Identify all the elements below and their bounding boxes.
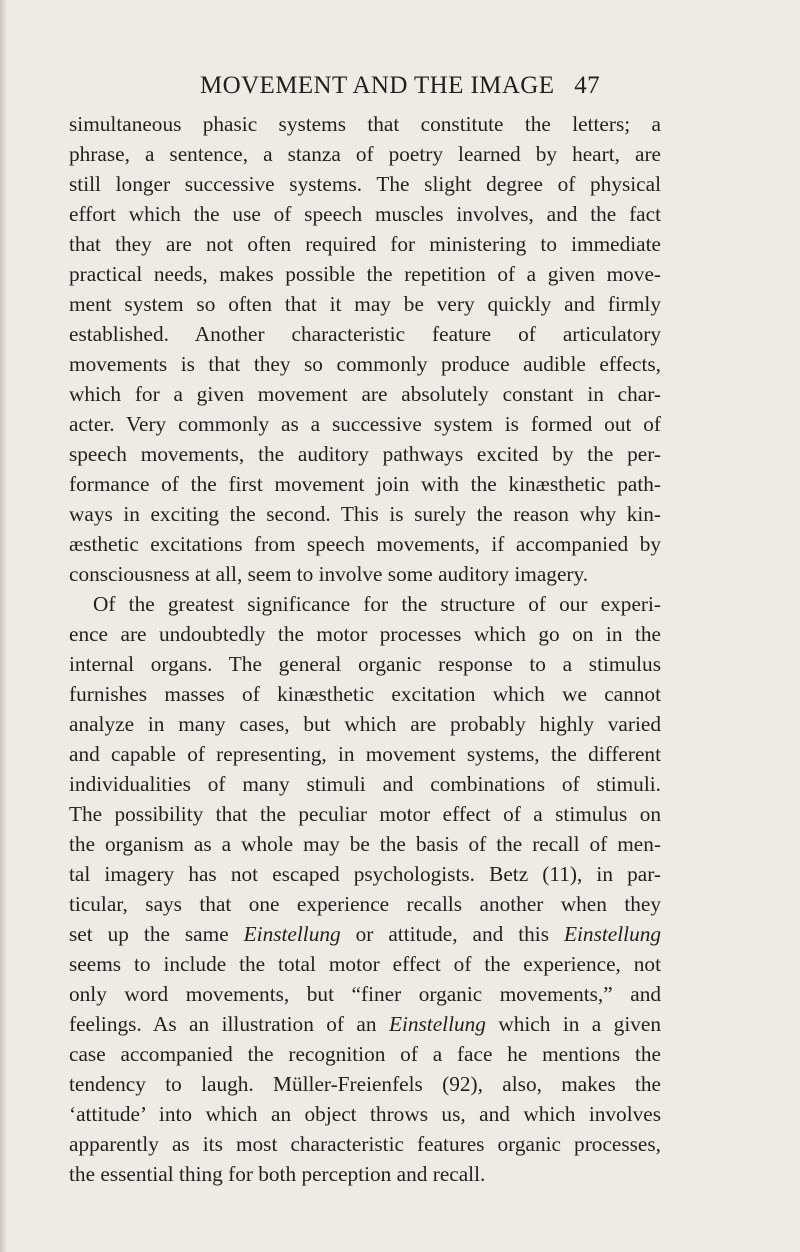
text-line: tal imagery has not escaped psychologists. Betz (11), in par- <box>69 862 661 886</box>
text-line: consciousness at all, seem to involve some auditory imagery. <box>69 562 589 586</box>
text-line <box>69 919 661 949</box>
text-line: Of the greatest significance for the structure of our experi- <box>93 592 661 616</box>
page-edge-shadow <box>0 0 7 1252</box>
body-text <box>69 109 661 1189</box>
text-line: tendency to laugh. Müller-Freienfels (92), also, makes the <box>69 1072 661 1096</box>
text-line: internal organs. The general organic response to a stimulus <box>69 652 661 676</box>
text-line: the organism as a whole may be the basis of the recall of men- <box>69 832 661 856</box>
text-line: only word movements, but “finer organic movements,” and <box>69 982 661 1006</box>
text-line: and capable of representing, in movement systems, the different <box>69 742 661 766</box>
text-line: the essential thing for both perception and recall. <box>69 1162 486 1186</box>
text-line: effort which the use of speech muscles involves, and the fact <box>69 202 661 226</box>
text-line: which for a given movement are absolutely constant in char- <box>69 382 661 406</box>
text-line: individualities of many stimuli and combinations of stimuli. <box>69 772 661 796</box>
italic-term: Einstellung <box>243 922 341 946</box>
text-line: seems to include the total motor effect of the experience, not <box>69 952 661 976</box>
text-line: established. Another characteristic feature of articulatory <box>69 322 661 346</box>
text-line: that they are not often required for ministering to immediate <box>69 232 661 256</box>
italic-term: Einstellung <box>388 1012 486 1036</box>
text-line: ‘attitude’ into which an object throws us, and which involves <box>69 1102 661 1126</box>
text-run: set up the same <box>69 922 244 946</box>
text-line: ment system so often that it may be very quickly and firmly <box>69 292 661 316</box>
text-line: formance of the first movement join with the kinæsthetic path- <box>69 472 661 496</box>
text-run: which in a given <box>485 1012 661 1036</box>
text-line: phrase, a sentence, a stanza of poetry learned by heart, are <box>69 142 661 166</box>
paragraph-2 <box>69 589 661 1189</box>
text-line: speech movements, the auditory pathways excited by the per- <box>69 442 661 466</box>
page-number: 47 <box>574 72 600 99</box>
text-line: case accompanied the recognition of a face he mentions the <box>69 1042 661 1066</box>
running-head <box>200 72 600 106</box>
paragraph-1 <box>69 109 661 589</box>
text-line: practical needs, makes possible the repetition of a given move- <box>69 262 661 286</box>
text-line: movements is that they so commonly produce audible effects, <box>69 352 661 376</box>
text-line: apparently as its most characteristic features organic processes, <box>69 1132 661 1156</box>
text-line: simultaneous phasic systems that constitute the letters; a <box>69 112 661 136</box>
text-line: ence are undoubtedly the motor processes which go on in the <box>69 622 661 646</box>
text-line <box>69 1009 661 1039</box>
text-run: feelings. As an illustration of an <box>69 1012 389 1036</box>
running-head-title: MOVEMENT AND THE IMAGE <box>200 72 555 99</box>
text-line: still longer successive systems. The slight degree of physical <box>69 172 661 196</box>
text-line: analyze in many cases, but which are probably highly varied <box>69 712 661 736</box>
text-line: The possibility that the peculiar motor effect of a stimulus on <box>69 802 661 826</box>
text-line: ways in exciting the second. This is surely the reason why kin- <box>69 502 661 526</box>
text-run: or attitude, and this <box>340 922 564 946</box>
text-line: acter. Very commonly as a successive system is formed out of <box>69 412 661 436</box>
text-line: furnishes masses of kinæsthetic excitation which we cannot <box>69 682 661 706</box>
text-line: ticular, says that one experience recalls another when they <box>69 892 661 916</box>
text-line: æsthetic excitations from speech movements, if accompanied by <box>69 532 661 556</box>
italic-term: Einstellung <box>564 922 662 946</box>
